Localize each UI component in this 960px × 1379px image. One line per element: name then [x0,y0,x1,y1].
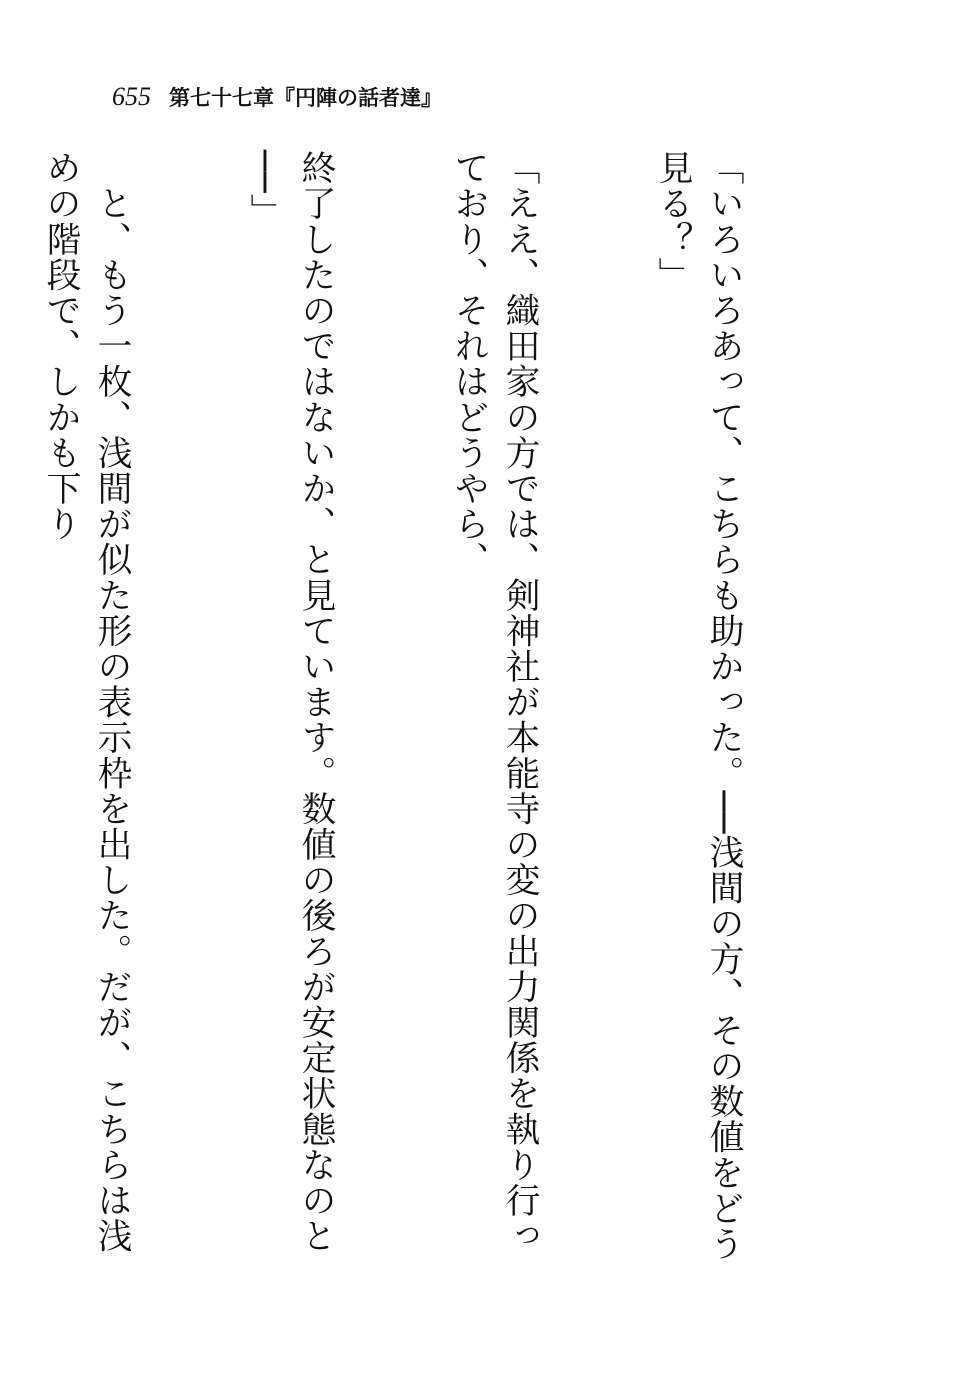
page-number: 655 [112,82,151,111]
body-text [40,150,850,1280]
chapter-title: 第七十七章『円陣の話者達』 [169,85,442,110]
text-line-2: 「ええ、織田家の方では、剣神社が本能寺の変の出力関係を執り行っており、それはどうやら、 [448,150,539,1254]
text-line-3: 終了したのではないか、と見ています。数値の後ろが安定状態なのと──」 [244,150,335,1254]
page-header [112,82,442,122]
text-line-4: と、もう一枚、浅間が似た形の表示枠を出した。だが、こちらは浅めの階段で、しかも下り [40,150,131,1254]
text-line-1: 「いろいろあって、こちらも助かった。──浅間の方、その数値をどう見る？」 [652,150,743,1262]
